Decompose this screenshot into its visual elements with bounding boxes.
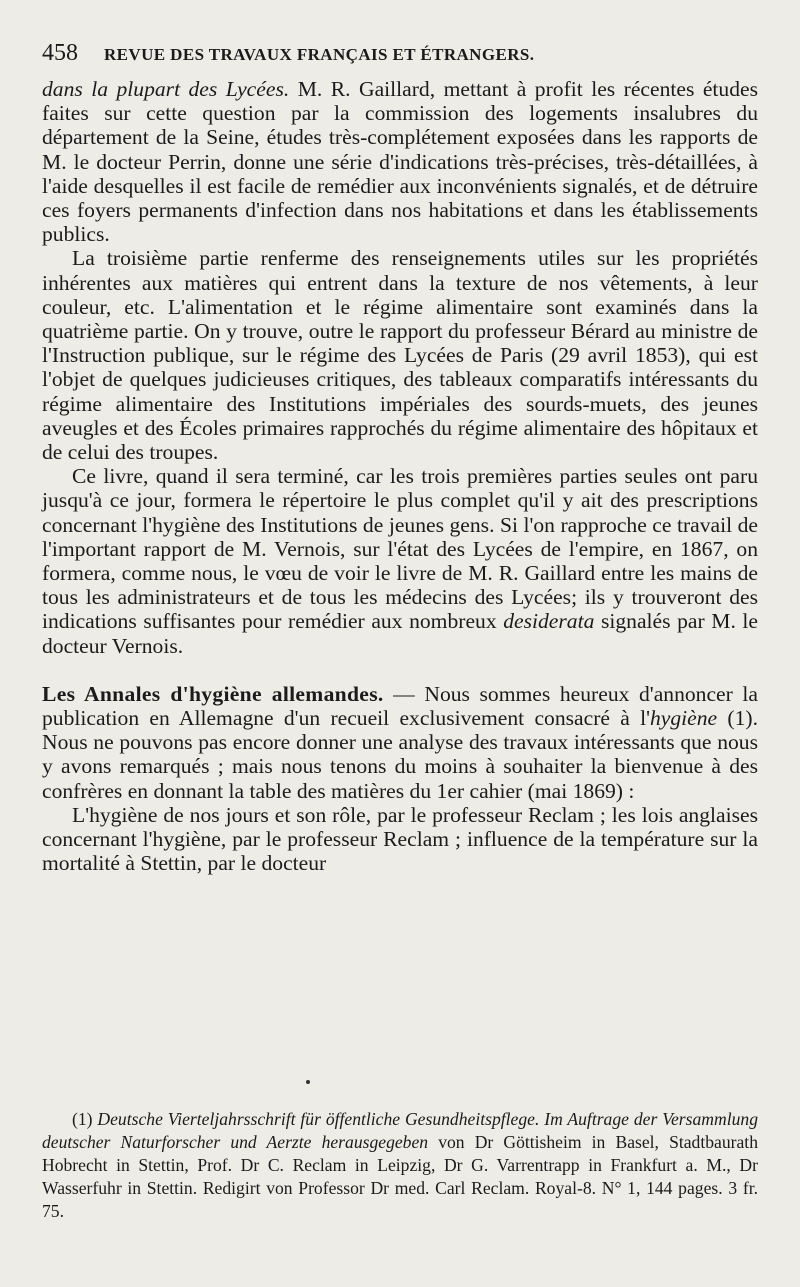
paragraph-1-italic: dans la plupart des Lycées. [42, 77, 290, 101]
paragraph-3-text-a: Ce livre, quand il sera terminé, car les trois premières parties seules ont paru jusqu'à ce jour, formera le répertoire le plus complet qu'il y ait des prescriptions concernant l'hygiène des Institutions de jeunes gens. Si l'on rapproche ce travail de l'important rapport de M. Vernois, sur l'état des Lycées de l'empire, en 1867, on formera, comme nous, le vœu de voir le livre de M. R. Gaillard entre les mains de tous les administrateurs et de tous les médecins des Lycées; ils y trouveront des indications suffisantes pour remédier aux nombreux [42, 464, 758, 634]
footnote-italic: Deutsche Vierteljahrsschrift für öffentliche Gesundheitspflege. Im Auftrage der Versammlung deutscher Naturforscher und Aerzte herausgegeben [42, 1109, 758, 1152]
section-text-b: (1). Nous ne pouvons pas encore donner une analyse des travaux intéressants que nous y avons remarqués ; mais nous tenons du moins à souhaiter la bienvenue à des confrères en donnant la table des matières du 1er cahier (mai 1869) : [42, 706, 758, 803]
section-italic: hygiène [649, 706, 718, 731]
page-header [42, 40, 760, 67]
footnote-text: von Dr Göttisheim in Basel, Stadtbaurath Hobrecht in Stettin, Prof. Dr C. Reclam in Leipzig, Dr G. Varrentrapp in Frankfurt a. M., Dr Wasserfuhr in Stettin. Redigirt von Professor Dr med. Carl Reclam. Royal-8. N° 1, 144 pages. 3 fr. 75. [42, 1132, 758, 1221]
paragraph-1 [42, 77, 758, 246]
footnote [42, 1108, 758, 1223]
section-text-a: — Nous sommes heureux d'annoncer la publication en Allemagne d'un recueil exclusivement consacré à l' [42, 681, 758, 731]
paragraph-5: L'hygiène de nos jours et son rôle, par le professeur Reclam ; les lois anglaises concernant l'hygiène, par le professeur Reclam ; influence de la température sur la mortalité à Stettin, par le docteur [42, 802, 758, 876]
paragraph-3 [42, 464, 758, 658]
paragraph-2: La troisième partie renferme des renseignements utiles sur les propriétés inhérentes aux matières qui entrent dans la texture de nos vêtements, à leur couleur, etc. L'alimentation et le régime alimentaire sont examinés dans la quatrième partie. On y trouve, outre le rapport du professeur Bérard au ministre de l'Instruction publique, sur le régime des Lycées de Paris (29 avril 1853), qui est l'objet de quelques judicieuses critiques, des tableaux comparatifs intéressants du régime alimentaire des Institutions impériales des sourds-muets, des jeunes aveugles et des Écoles primaires rapprochés du régime alimentaire des hôpitaux et de celui des troupes. [42, 246, 758, 465]
section-gap [42, 658, 758, 682]
paragraph-3-text-b: signalés par M. le docteur Vernois. [42, 609, 759, 658]
page-number: 458 [42, 40, 78, 66]
body-text [42, 77, 758, 876]
separator-dot [306, 1080, 310, 1084]
running-title: REVUE DES TRAVAUX FRANÇAIS ET ÉTRANGERS. [104, 45, 535, 64]
footnote-marker: (1) [72, 1109, 98, 1129]
paragraph-3-italic: desiderata [503, 609, 595, 634]
paragraph-1-text: M. R. Gaillard, mettant à profit les récentes études faites sur cette question par la commission des logements insalubres du département de la Seine, études très-complétement exposées dans les rapports de M. le docteur Perrin, donne une série d'indications très-précises, très-détaillées, à l'aide desquelles il est facile de remédier aux inconvénients signalés, et de détruire ces foyers permanents d'infection dans nos habitations et dans les établissements publics. [42, 77, 758, 247]
section-title: Les Annales d'hygiène allemandes. [42, 681, 384, 706]
section-paragraph [42, 682, 758, 803]
